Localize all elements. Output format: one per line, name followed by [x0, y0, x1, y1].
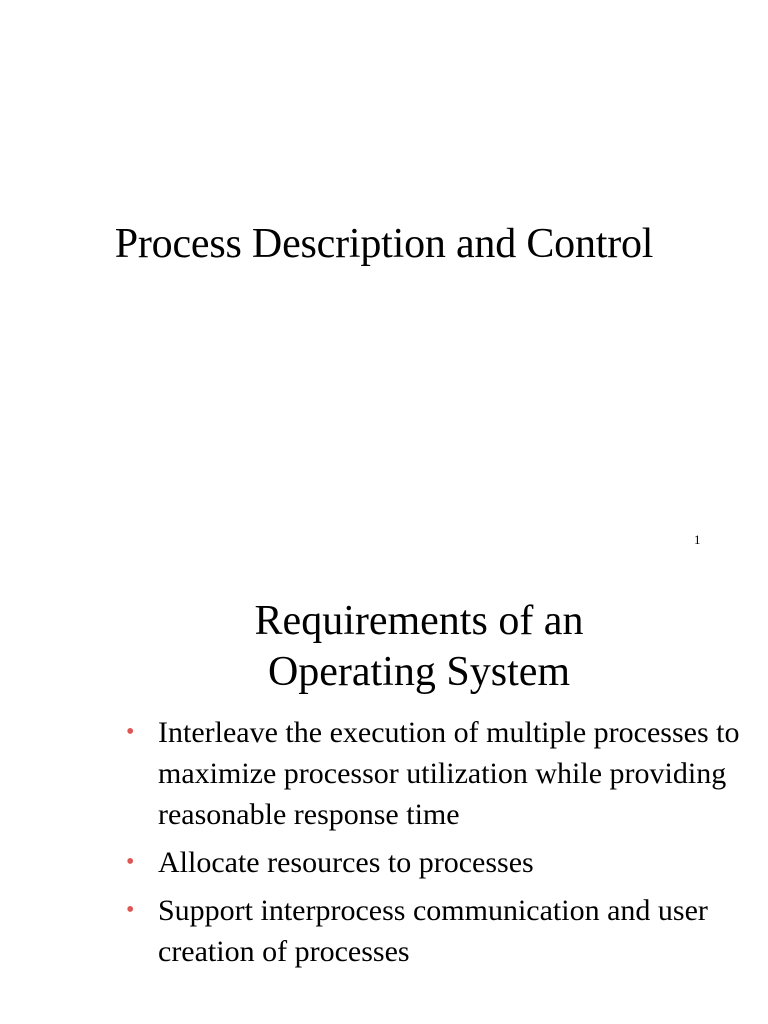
bullet-item	[126, 842, 766, 883]
bullet-item	[126, 712, 766, 835]
bullet-icon: •	[126, 849, 135, 875]
bullet-text: Support interprocess communication and user creation of processes	[158, 894, 708, 968]
page-number: 1	[694, 532, 701, 547]
section-title-line-2: Operating System	[267, 649, 571, 695]
bullet-text: Interleave the execution of multiple processes to maximize processor utilization while providing reasonable response time	[158, 716, 740, 831]
bullet-list	[126, 712, 766, 979]
bullet-icon: •	[126, 719, 135, 745]
section-title	[0, 596, 768, 698]
bullet-item	[126, 890, 766, 972]
slide-title: Process Description and Control	[114, 221, 654, 267]
section-title-line-1: Requirements of an	[254, 598, 584, 644]
bullet-text: Allocate resources to processes	[158, 846, 534, 879]
bullet-icon: •	[126, 897, 135, 923]
